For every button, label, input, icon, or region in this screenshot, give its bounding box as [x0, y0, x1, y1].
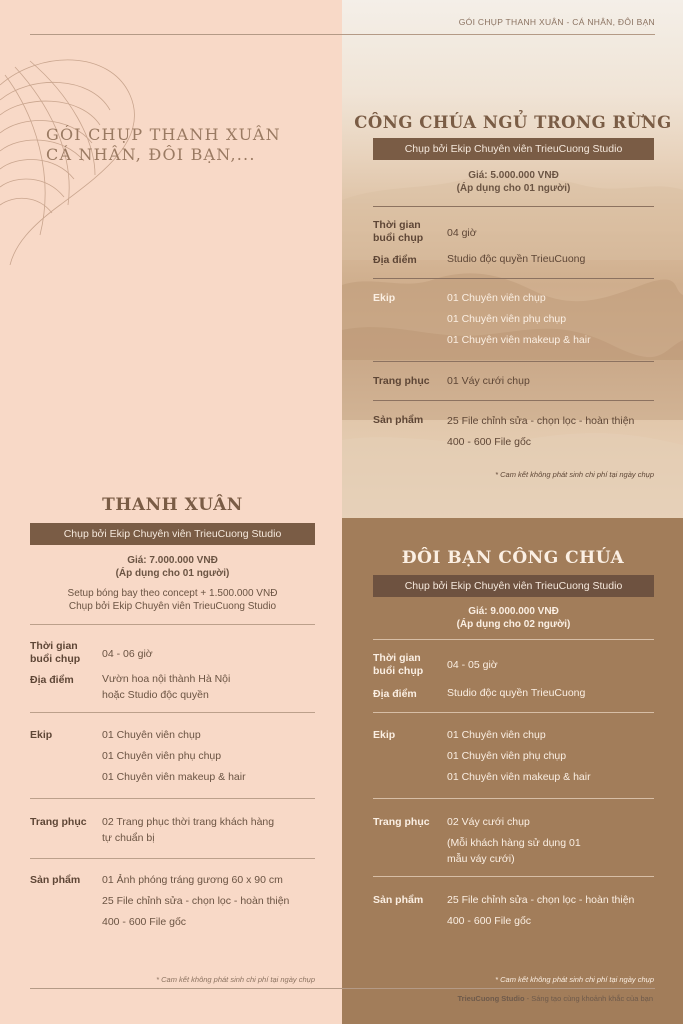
price-value: Giá: 7.000.000 VNĐ	[127, 555, 218, 566]
outfit-label: Trang phục	[373, 375, 430, 387]
ekip-label: Ekip	[373, 292, 396, 304]
place-value	[102, 671, 230, 703]
product-item: 01 Ảnh phóng tráng gương 60 x 90 cm	[102, 874, 283, 886]
time-label-line-2: buổi chụp	[30, 653, 81, 665]
outfit-note-line-2: mẫu váy cưới)	[447, 853, 515, 865]
price-note: (Áp dụng cho 02 người)	[456, 619, 571, 630]
time-label-line-1: Thời gian	[30, 640, 78, 652]
ekip-label: Ekip	[30, 729, 53, 741]
ekip-item: 01 Chuyên viên makeup & hair	[447, 334, 591, 346]
time-label	[30, 640, 80, 666]
package-title-thanh-xuan: THANH XUÂN	[102, 495, 243, 515]
place-line-2: hoặc Studio độc quyền	[102, 689, 209, 701]
price-note: (Áp dụng cho 01 người)	[456, 183, 571, 194]
intro-line-2: CÁ NHÂN, ĐÔI BẠN,...	[46, 145, 256, 164]
outfit-line-2: tự chuẩn bị	[102, 832, 155, 844]
product-item: 400 - 600 File gốc	[447, 436, 532, 448]
product-item: 25 File chỉnh sửa - chọn lọc - hoàn thiện	[447, 894, 635, 906]
footer-divider	[30, 988, 655, 989]
balloon-setup-note	[30, 587, 315, 613]
product-item: 25 File chỉnh sửa - chọn lọc - hoàn thiện	[102, 895, 290, 907]
divider	[373, 278, 654, 279]
no-extra-cost-note: * Cam kết không phát sinh chi phí tại ngày chụp	[495, 470, 654, 479]
product-item: 400 - 600 File gốc	[447, 915, 532, 927]
outfit-value: 01 Váy cưới chụp	[447, 375, 530, 387]
package-title-doi-ban: ĐÔI BẠN CÔNG CHÚA	[401, 548, 625, 568]
time-value: 04 giờ	[447, 227, 477, 239]
footer	[457, 994, 653, 1003]
outfit-note-line-1: (Mỗi khách hàng sử dụng 01	[447, 837, 581, 849]
product-label: Sản phẩm	[30, 874, 81, 886]
place-value: Studio độc quyền TrieuCuong	[447, 687, 586, 699]
footer-slogan: - Sáng tạo cùng khoảnh khắc của bạn	[526, 994, 653, 1003]
divider	[30, 798, 315, 799]
footer-brand: TrieuCuong Studio	[457, 994, 525, 1003]
header-tagline: GÓI CHỤP THANH XUÂN - CÁ NHÂN, ĐÔI BẠN	[458, 17, 655, 27]
extra-line-2: Chụp bởi Ekip Chuyên viên TrieuCuong Studio	[68, 601, 277, 612]
place-label: Địa điểm	[373, 688, 417, 700]
intro-line-1: GÓI CHỤP THANH XUÂN	[46, 125, 281, 144]
no-extra-cost-note: * Cam kết không phát sinh chi phí tại ngày chụp	[156, 975, 315, 984]
time-value: 04 - 06 giờ	[102, 648, 153, 660]
ekip-item: 01 Chuyên viên makeup & hair	[447, 771, 591, 783]
divider	[30, 712, 315, 713]
divider	[373, 400, 654, 401]
place-label: Địa điểm	[373, 254, 417, 266]
extra-line-1: Setup bóng bay theo concept + 1.500.000 VNĐ	[67, 588, 278, 599]
outfit-value	[102, 814, 274, 846]
time-value: 04 - 05 giờ	[447, 659, 498, 671]
divider	[373, 876, 654, 877]
no-extra-cost-note: * Cam kết không phát sinh chi phí tại ngày chụp	[495, 975, 654, 984]
price-note: (Áp dụng cho 01 người)	[115, 568, 230, 579]
ekip-item: 01 Chuyên viên phụ chụp	[102, 750, 222, 762]
time-label	[373, 652, 423, 678]
place-line-1: Vườn hoa nội thành Hà Nội	[102, 673, 231, 685]
package-price-thanh-xuan	[30, 554, 315, 580]
package-title-cong-chua: CÔNG CHÚA NGỦ TRONG RỪNG	[354, 113, 672, 132]
divider	[373, 361, 654, 362]
ekip-item: 01 Chuyên viên chụp	[102, 729, 201, 741]
product-item: 25 File chỉnh sửa - chọn lọc - hoàn thiện	[447, 415, 635, 427]
time-label-line-1: Thời gian	[373, 219, 421, 231]
place-label: Địa điểm	[30, 674, 74, 686]
time-label-line-1: Thời gian	[373, 652, 421, 664]
product-label: Sản phẩm	[373, 414, 424, 426]
package-band-thanh-xuan: Chụp bởi Ekip Chuyên viên TrieuCuong Studio	[30, 523, 315, 545]
ekip-label: Ekip	[373, 729, 396, 741]
divider	[30, 858, 315, 859]
ekip-item: 01 Chuyên viên phụ chụp	[447, 313, 567, 325]
package-band-cong-chua: Chụp bởi Ekip Chuyên viên TrieuCuong Studio	[373, 138, 654, 160]
package-band-doi-ban: Chụp bởi Ekip Chuyên viên TrieuCuong Studio	[373, 575, 654, 597]
divider	[373, 206, 654, 207]
price-value: Giá: 5.000.000 VNĐ	[468, 170, 559, 181]
time-label	[373, 219, 423, 245]
divider	[373, 639, 654, 640]
ekip-item: 01 Chuyên viên chụp	[447, 292, 546, 304]
outfit-label: Trang phục	[373, 816, 430, 828]
product-item: 400 - 600 File gốc	[102, 916, 187, 928]
outfit-note	[447, 835, 581, 867]
time-label-line-2: buổi chụp	[373, 665, 424, 677]
package-price-cong-chua	[373, 169, 654, 195]
outfit-line-1: 02 Trang phục thời trang khách hàng	[102, 816, 275, 828]
package-price-doi-ban	[373, 605, 654, 631]
outfit-label: Trang phục	[30, 816, 87, 828]
price-value: Giá: 9.000.000 VNĐ	[468, 606, 559, 617]
ekip-item: 01 Chuyên viên makeup & hair	[102, 771, 246, 783]
intro-heading	[46, 125, 281, 165]
time-label-line-2: buổi chụp	[373, 232, 424, 244]
product-label: Sản phẩm	[373, 894, 424, 906]
ekip-item: 01 Chuyên viên phụ chụp	[447, 750, 567, 762]
outfit-value: 02 Váy cưới chụp	[447, 816, 530, 828]
divider	[373, 798, 654, 799]
divider	[30, 624, 315, 625]
place-value: Studio độc quyền TrieuCuong	[447, 253, 586, 265]
divider	[373, 712, 654, 713]
ekip-item: 01 Chuyên viên chụp	[447, 729, 546, 741]
header-divider	[30, 34, 655, 35]
